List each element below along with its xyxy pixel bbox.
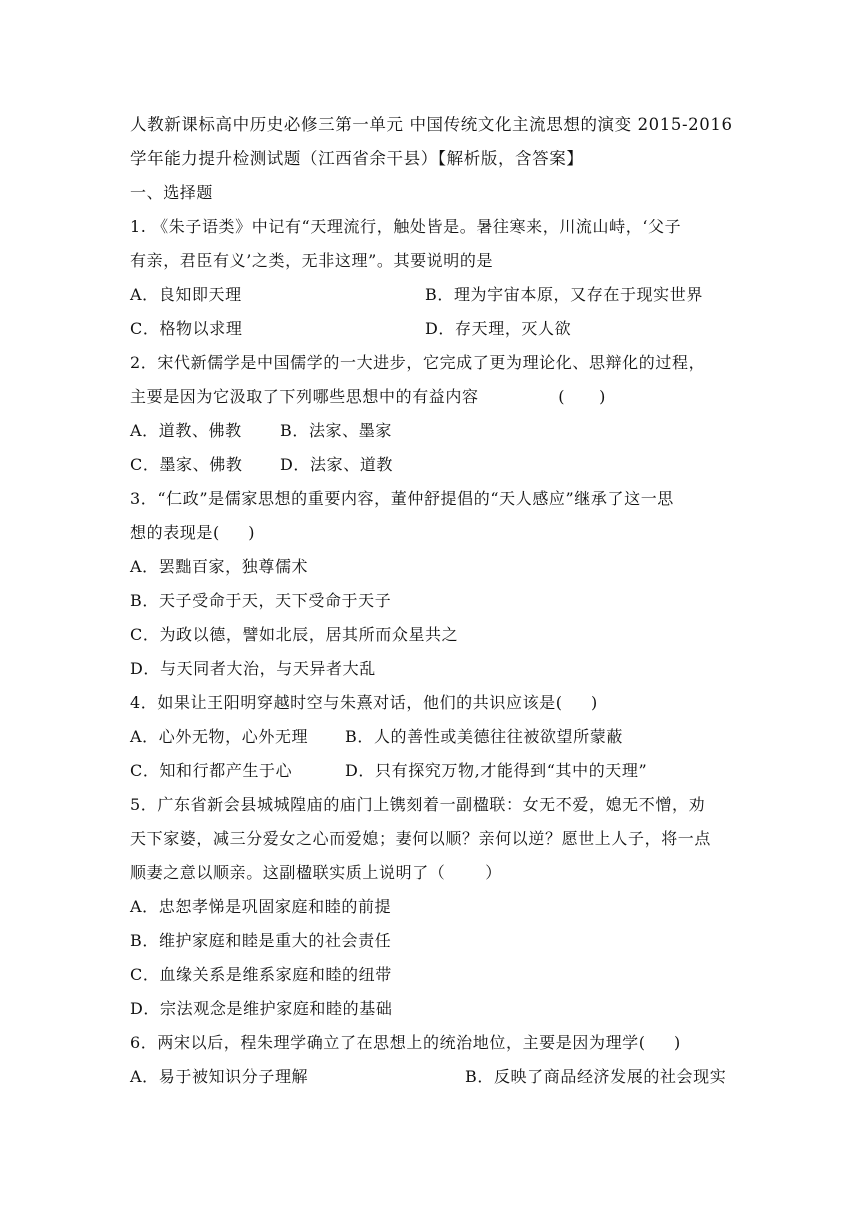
question-4-option-a: A．心外无物，心外无理	[130, 727, 309, 746]
question-1	[130, 210, 735, 346]
question-5-stem-line-2: 天下家婆，减三分爱女之心而爱媳；妻何以顺？亲何以逆？愿世上人子，将一点	[130, 829, 712, 848]
question-3-option-c: C．为政以德，譬如北辰，居其所而众星共之	[130, 625, 459, 644]
question-2-stem-line-2: 主要是因为它汲取了下列哪些思想中的有益内容 ( )	[130, 387, 607, 406]
question-2-option-a: A．道教、佛教	[130, 421, 242, 440]
question-3-option-b: B．天子受命于天，天下受命于天子	[130, 591, 392, 610]
document-content	[130, 108, 735, 1094]
question-3-option-d: D．与天同者大治，与天异者大乱	[130, 659, 376, 678]
question-4-stem-line-1: 4．如果让王阳明穿越时空与朱熹对话，他们的共识应该是( )	[130, 693, 598, 712]
question-6-option-a: A．易于被知识分子理解	[130, 1067, 309, 1086]
question-1-options-row-2	[130, 312, 735, 346]
question-5-option-b: B．维护家庭和睦是重大的社会责任	[130, 931, 392, 950]
question-1-option-c: C．格物以求理	[130, 319, 243, 338]
question-3-option-a: A．罢黜百家，独尊儒术	[130, 557, 309, 576]
question-2-options-row-2	[130, 448, 735, 482]
question-3	[130, 482, 735, 686]
question-2-option-d: D．法家、道教	[280, 455, 394, 474]
document-title-line-1: 人教新课标高中历史必修三第一单元 中国传统文化主流思想的演变 2015-2016	[130, 115, 733, 134]
question-2-option-b: B．法家、墨家	[280, 421, 392, 440]
question-2	[130, 346, 735, 482]
question-6-stem-line-1: 6．两宋以后，程朱理学确立了在思想上的统治地位，主要是因为理学( )	[130, 1033, 681, 1052]
question-5-option-c: C．血缘关系是维系家庭和睦的纽带	[130, 965, 392, 984]
question-1-option-d: D．存天理，灭人欲	[425, 319, 572, 338]
question-1-option-b: B．理为宇宙本原，又存在于现实世界	[425, 285, 703, 304]
question-4-option-c: C．知和行都产生于心	[130, 761, 293, 780]
question-1-stem-line-2: 有亲，君臣有义’之类，无非这理”。其要说明的是	[130, 251, 494, 270]
question-4	[130, 686, 735, 788]
question-3-stem-line-1: 3．“仁政”是儒家思想的重要内容，董仲舒提倡的“天人感应”继承了这一思	[130, 489, 674, 508]
question-5-option-d: D．宗法观念是维护家庭和睦的基础	[130, 999, 393, 1018]
question-5-stem-line-1: 5．广东省新会县城城隍庙的庙门上镌刻着一副楹联：女无不爱，媳无不憎，劝	[130, 795, 706, 814]
question-4-options-row-1	[130, 720, 735, 754]
question-4-option-d: D．只有探究万物,才能得到“其中的天理”	[345, 761, 648, 780]
question-2-stem-line-1: 2．宋代新儒学是中国儒学的一大进步，它完成了更为理论化、思辩化的过程，	[130, 353, 706, 372]
document-title-line-2: 学年能力提升检测试题（江西省余干县）【解析版，含答案】	[130, 149, 584, 168]
question-1-options-row-1	[130, 278, 735, 312]
question-1-option-a: A．良知即天理	[130, 285, 242, 304]
question-4-option-b: B．人的善性或美德往往被欲望所蒙蔽	[345, 727, 623, 746]
question-6	[130, 1026, 735, 1094]
question-4-options-row-2	[130, 754, 735, 788]
question-1-stem-line-1: 1. 《朱子语类》中记有“天理流行，触处皆是。暑往寒来，川流山峙，‘父子	[130, 217, 682, 236]
section-heading: 一、选择题	[130, 183, 214, 202]
question-3-stem-line-2: 想的表现是( )	[130, 523, 256, 542]
question-6-option-b: B．反映了商品经济发展的社会现实	[465, 1067, 727, 1086]
question-2-options-row-1	[130, 414, 735, 448]
question-2-option-c: C．墨家、佛教	[130, 455, 243, 474]
question-5-option-a: A．忠恕孝悌是巩固家庭和睦的前提	[130, 897, 392, 916]
question-5-stem-line-3: 顺妻之意以顺亲。这副楹联实质上说明了（ ）	[130, 863, 502, 882]
question-5	[130, 788, 735, 1026]
question-6-options-row-1	[130, 1060, 735, 1094]
